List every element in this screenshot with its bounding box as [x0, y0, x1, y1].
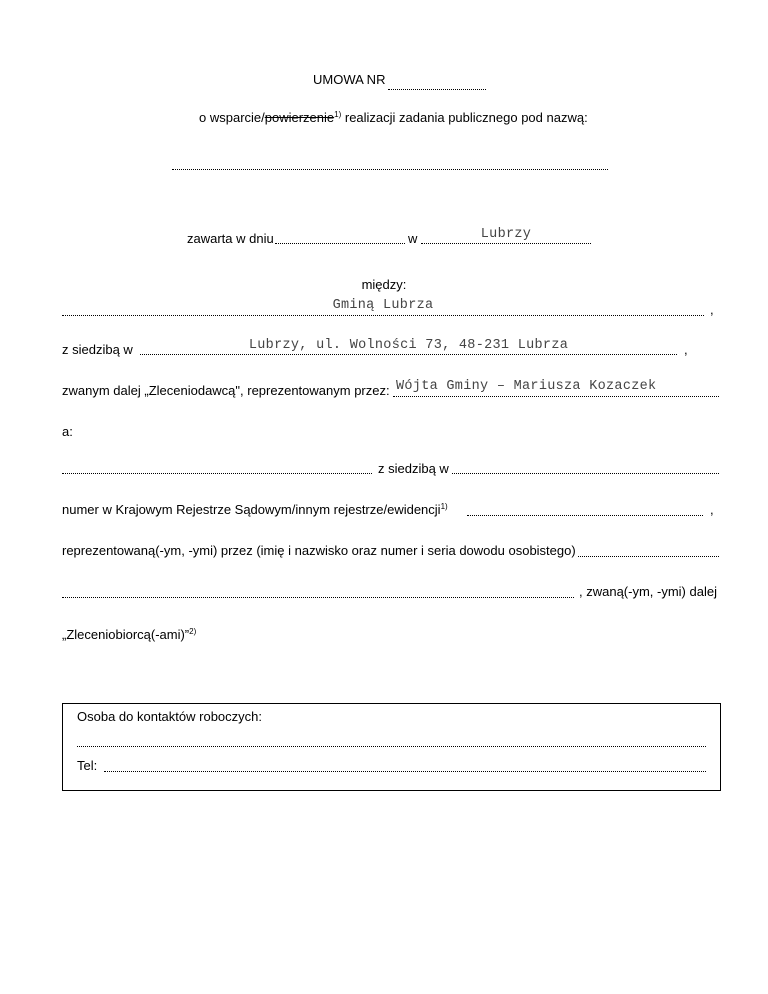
grantor-seat-value: Lubrzy, ul. Wolności 73, 48-231 Lubrza — [248, 338, 569, 353]
grantor-representative-value: Wójta Gminy – Mariusza Kozaczek — [396, 379, 657, 394]
grantee-krs-line — [62, 502, 448, 517]
subtitle-suffix: realizacji zadania publicznego pod nazwą: — [341, 110, 588, 125]
between-label: między: — [361, 277, 407, 292]
grantor-represented-label: zwanym dalej „Zleceniodawcą", reprezentowanym przez: — [62, 383, 390, 398]
contract-title-line — [313, 72, 385, 87]
task-name-field[interactable] — [172, 169, 608, 170]
a-label: a: — [62, 424, 73, 439]
grantee-name-field[interactable] — [62, 473, 372, 474]
grantor-name-value: Gminą Lubrza — [332, 298, 434, 313]
contact-tel-field[interactable] — [104, 771, 706, 772]
grantor-name-comma: , — [710, 302, 714, 317]
grantee-representative-field[interactable] — [578, 556, 719, 557]
grantee-called-name: „Zleceniobiorcą(-ami)” — [62, 627, 190, 642]
grantee-called-label: , zwaną(-ym, -ymi) dalej — [579, 584, 717, 599]
called-footnote: 2) — [189, 627, 197, 636]
grantee-represented-label: reprezentowaną(-ym, -ymi) przez (imię i nazwisko oraz numer i seria dowodu osobistego) — [62, 543, 576, 558]
contract-title: UMOWA NR — [313, 72, 386, 87]
subtitle-struck-word: powierzenie — [264, 110, 335, 125]
grantee-krs-field[interactable] — [467, 515, 703, 516]
contract-number-field[interactable] — [388, 89, 486, 90]
grantor-name-field[interactable] — [62, 315, 704, 316]
grantee-called-name-line — [62, 627, 196, 642]
grantee-krs-comma: , — [710, 502, 714, 517]
grantor-seat-field[interactable] — [140, 354, 677, 355]
contact-tel-label: Tel: — [77, 758, 98, 773]
grantor-representative-field[interactable] — [393, 396, 719, 397]
contact-person-field[interactable] — [77, 746, 706, 747]
contract-place-label: w — [408, 231, 418, 246]
contract-date-field[interactable] — [275, 243, 405, 244]
contact-title: Osoba do kontaktów roboczych: — [77, 709, 262, 724]
subtitle-prefix: o wsparcie/ — [199, 110, 265, 125]
grantee-representative-field-continued[interactable] — [62, 597, 574, 598]
grantee-krs-label: numer w Krajowym Rejestrze Sądowym/innym rejestrze/ewidencji — [62, 502, 441, 517]
grantee-seat-field[interactable] — [452, 473, 719, 474]
contract-date-label: zawarta w dniu — [187, 231, 274, 246]
krs-footnote: 1) — [440, 502, 448, 511]
grantee-seat-label: z siedzibą w — [378, 461, 449, 476]
grantor-seat-comma: , — [684, 342, 688, 357]
contract-subtitle — [199, 110, 588, 125]
contract-place-value: Lubrzy — [480, 227, 532, 242]
subtitle-footnote: 1) — [334, 110, 342, 119]
contract-place-field[interactable] — [421, 243, 591, 244]
grantor-seat-label: z siedzibą w — [62, 342, 133, 357]
